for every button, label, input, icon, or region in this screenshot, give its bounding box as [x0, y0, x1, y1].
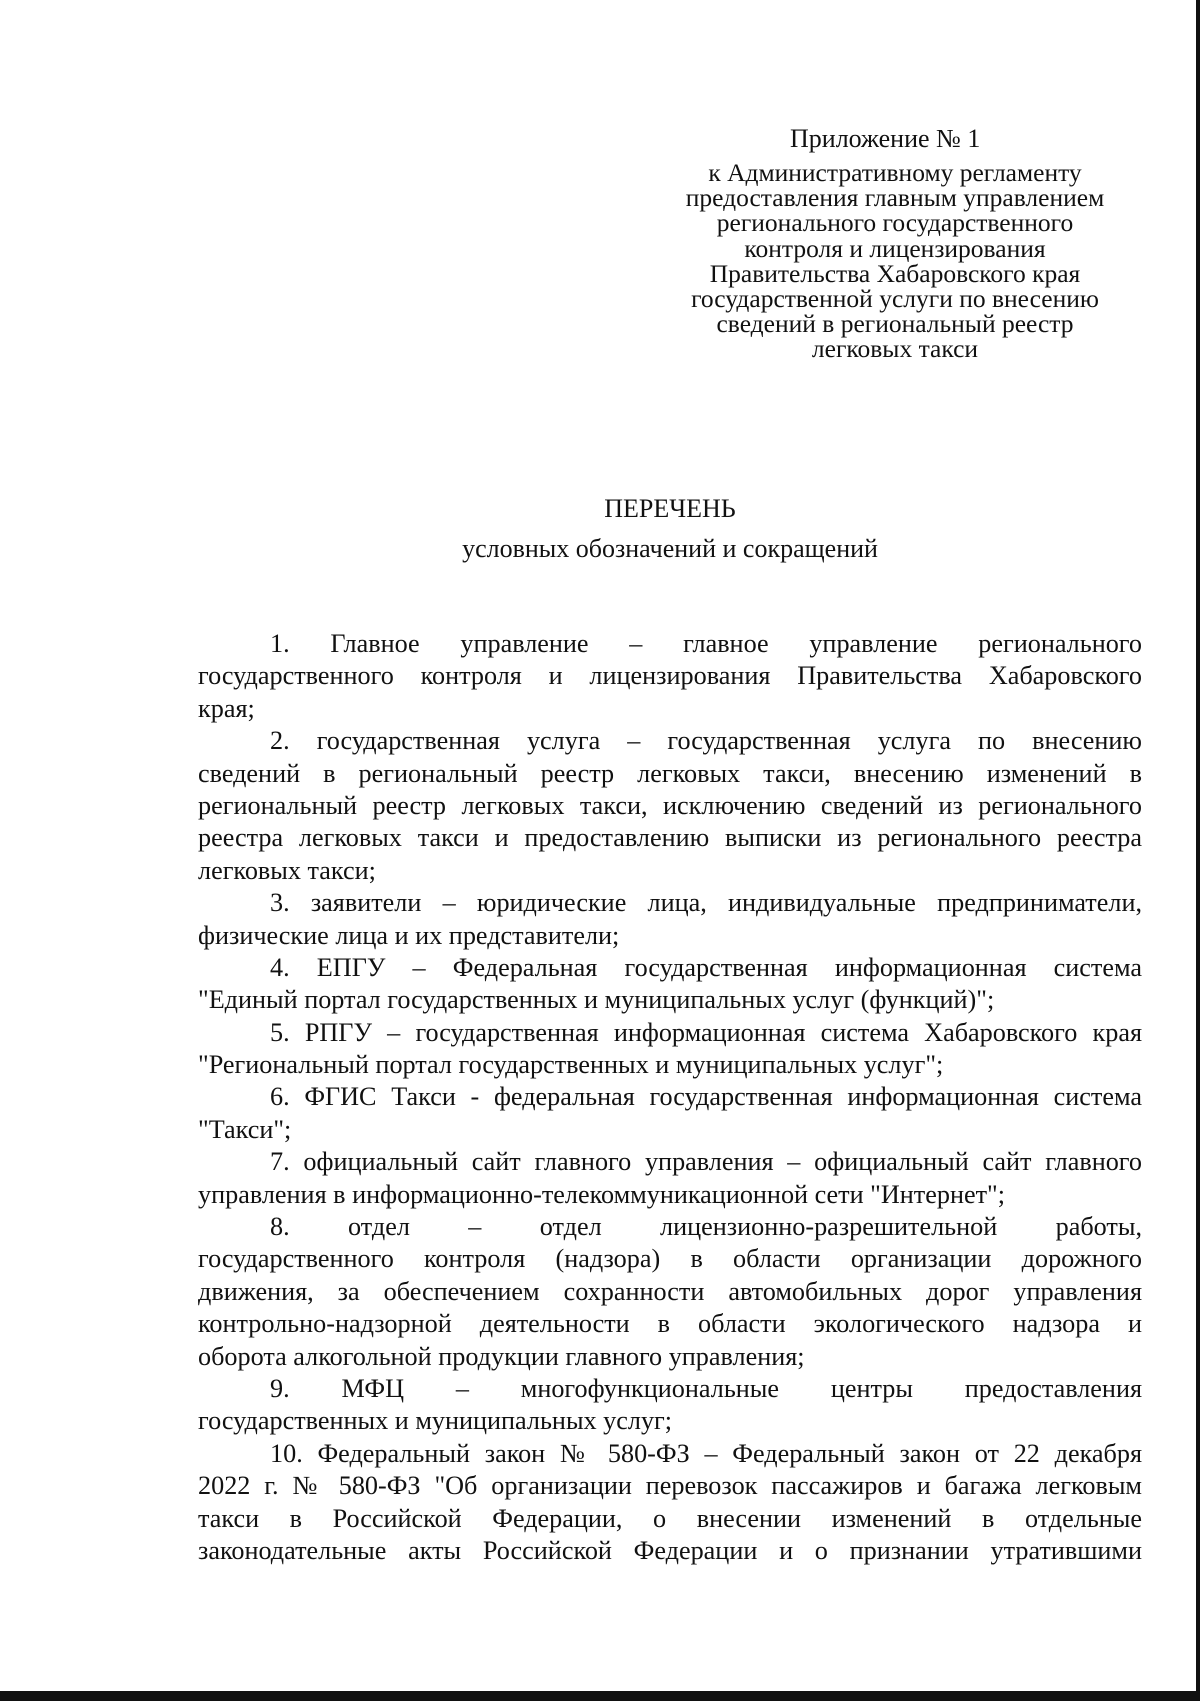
abbreviations-list: [198, 628, 1142, 1567]
document-title: ПЕРЕЧЕНЬ: [604, 494, 736, 523]
scan-edge-bottom: [0, 1691, 1200, 1701]
appendix-line: сведений в региональный реестр: [716, 309, 1074, 339]
list-item-line: 3. заявители – юридические лица, индивидуальные предприниматели,: [270, 888, 1142, 918]
list-item-line: физические лица и их представители;: [198, 920, 620, 950]
list-item-line: государственного контроля и лицензирования Правительства Хабаровского: [198, 661, 1142, 691]
document-subtitle: условных обозначений и сокращений: [462, 534, 878, 563]
list-item-line: 4. ЕПГУ – Федеральная государственная информационная система: [270, 952, 1142, 982]
appendix-line: легковых такси: [811, 334, 979, 364]
appendix-line: регионального государственного: [716, 208, 1074, 238]
list-item-line: движения, за обеспечением сохранности автомобильных дорог управления: [198, 1276, 1142, 1306]
list-item-line: 8. отдел – отдел лицензионно-разрешительной работы,: [270, 1212, 1142, 1242]
appendix-line: Правительства Хабаровского края: [709, 258, 1081, 288]
list-item-line: 9. МФЦ – многофункциональные центры предоставления: [270, 1373, 1142, 1403]
list-item-line: легковых такси;: [198, 855, 376, 885]
list-item-line: государственного контроля (надзора) в области организации дорожного: [198, 1244, 1142, 1274]
list-item-line: 7. официальный сайт главного управления – официальный сайт главного: [270, 1147, 1142, 1177]
appendix-line: к Административному регламенту: [708, 158, 1082, 187]
list-item-line: региональный реестр легковых такси, исключению сведений из регионального: [198, 790, 1142, 820]
list-item-line: 5. РПГУ – государственная информационная система Хабаровского края: [270, 1017, 1142, 1047]
list-item-line: контрольно-надзорной деятельности в области экологического надзора и: [198, 1309, 1142, 1339]
list-item-line: 2022 г. № 580-ФЗ "Об организации перевозок пассажиров и багажа легковым: [198, 1471, 1142, 1501]
list-item-line: 2. государственная услуга – государственная услуга по внесению: [270, 726, 1142, 756]
list-item-line: 6. ФГИС Такси - федеральная государственная информационная система: [270, 1082, 1142, 1112]
list-item-line: 1. Главное управление – главное управление регионального: [270, 629, 1142, 658]
list-item-line: сведений в региональный реестр легковых такси, внесению изменений в: [198, 758, 1142, 788]
scan-edge-right: [1196, 0, 1200, 1701]
list-item-line: 10. Федеральный закон № 580-ФЗ – Федеральный закон от 22 декабря: [270, 1438, 1142, 1468]
appendix-line: государственной услуги по внесению: [691, 284, 1099, 314]
list-item-line: государственных и муниципальных услуг;: [198, 1406, 673, 1436]
list-item-line: "Такси";: [198, 1114, 292, 1144]
list-item-line: реестра легковых такси и предоставлению выписки из регионального реестра: [198, 823, 1142, 853]
list-item-line: законодательные акты Российской Федерации и о признании утратившими: [198, 1535, 1142, 1565]
appendix-caption: [650, 160, 1140, 362]
list-item-line: управления в информационно-телекоммуникационной сети "Интернет";: [198, 1179, 1006, 1209]
appendix-line: предоставления главным управлением: [685, 183, 1105, 213]
list-item-line: такси в Российской Федерации, о внесении изменений в отдельные: [198, 1503, 1142, 1533]
list-item-line: "Региональный портал государственных и муниципальных услуг";: [198, 1050, 944, 1080]
list-item-line: "Единый портал государственных и муниципальных услуг (функций)";: [198, 985, 995, 1015]
appendix-title: Приложение № 1: [790, 124, 981, 153]
list-item-line: края;: [198, 693, 255, 723]
list-item-line: оборота алкогольной продукции главного управления;: [198, 1341, 805, 1371]
appendix-line: контроля и лицензирования: [744, 233, 1046, 263]
